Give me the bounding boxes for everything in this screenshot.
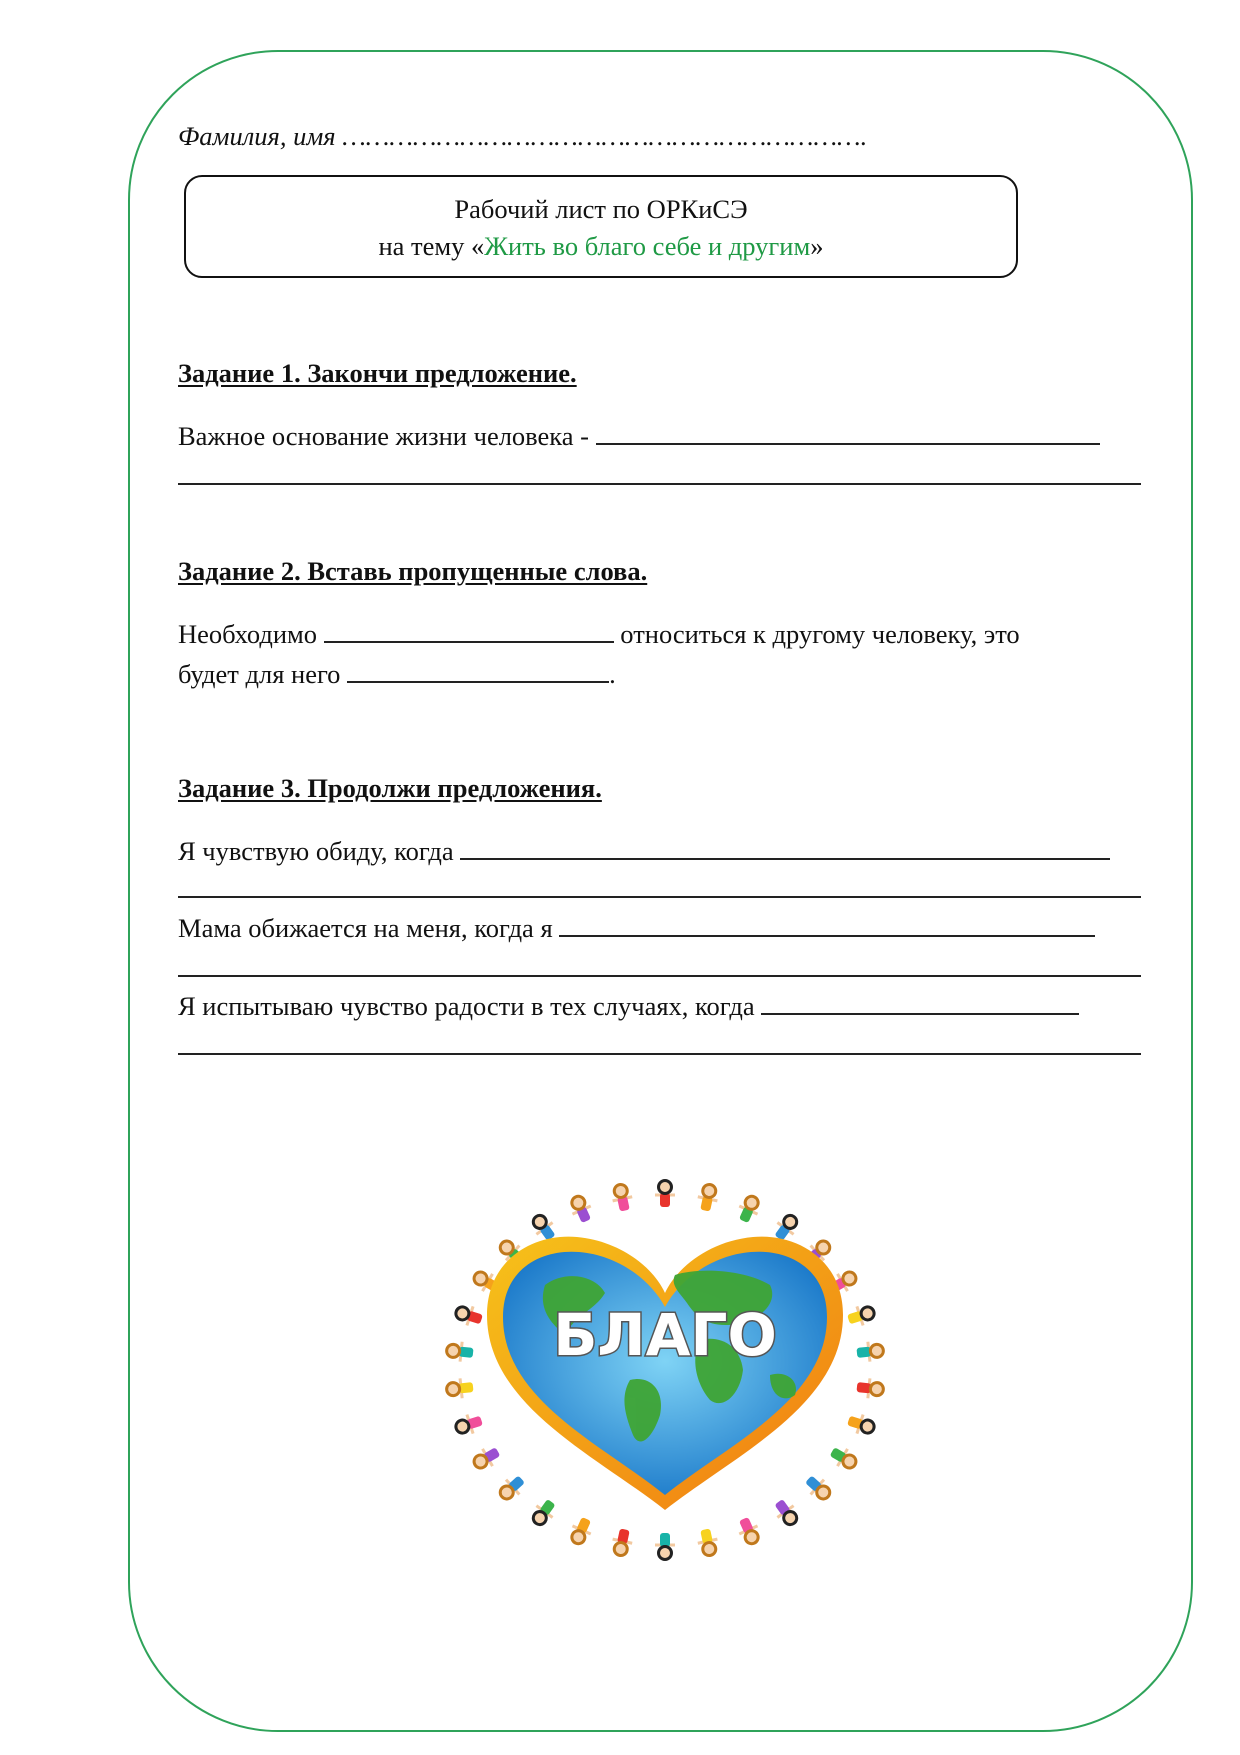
- task3-sentence3-line: [178, 987, 1079, 1022]
- task3-answer3-blank[interactable]: [761, 987, 1079, 1015]
- child-figure: [567, 1515, 596, 1547]
- child-figure: [845, 1411, 876, 1438]
- child-figure: [470, 1443, 503, 1474]
- child-figure: [567, 1193, 596, 1225]
- child-figure: [695, 1183, 720, 1213]
- name-dots: ………………………………………………………….: [342, 121, 868, 151]
- child-figure: [845, 1302, 876, 1329]
- task2-line2: [178, 655, 616, 690]
- worksheet-topic-line: [186, 228, 1016, 265]
- child-figure: [655, 1533, 675, 1560]
- worksheet-topic: Жить во благо себе и другим: [484, 231, 811, 261]
- topic-suffix: »: [810, 231, 824, 261]
- task2-part3: будет для него: [178, 659, 341, 689]
- worksheet-title-box: [184, 175, 1018, 278]
- child-figure: [802, 1472, 835, 1505]
- task3-sentence2: Мама обижается на меня, когда я: [178, 913, 553, 943]
- task3-heading: Задание 3. Продолжи предложения.: [178, 773, 602, 803]
- child-figure: [695, 1527, 720, 1557]
- name-field-line[interactable]: [178, 120, 867, 152]
- logo-text: БЛАГО: [553, 1301, 777, 1369]
- task1-answer-line[interactable]: [178, 483, 1141, 485]
- task3-sentence1-line: [178, 832, 1110, 867]
- child-figure: [856, 1377, 884, 1400]
- child-figure: [453, 1411, 484, 1438]
- worksheet-title: Рабочий лист по ОРКиСЭ: [454, 194, 748, 224]
- task3-sentence1: Я чувствую обиду, когда: [178, 836, 454, 866]
- task2-part4: .: [609, 659, 616, 689]
- child-figure: [610, 1527, 635, 1557]
- child-figure: [528, 1496, 560, 1529]
- name-label: Фамилия, имя: [178, 121, 336, 151]
- heart-globe-children-icon: [425, 1175, 905, 1575]
- child-figure: [446, 1377, 474, 1400]
- task3-answer1-line[interactable]: [178, 896, 1141, 898]
- task3-sentence2-line: [178, 909, 1095, 944]
- task3-answer2-blank[interactable]: [559, 909, 1095, 937]
- topic-prefix: на тему «: [378, 231, 485, 261]
- task2-line1: [178, 615, 1020, 650]
- task2-part1: Необходимо: [178, 619, 318, 649]
- task3-answer3-line[interactable]: [178, 1053, 1141, 1055]
- task2-part2: относиться к другому человеку, это: [620, 619, 1020, 649]
- child-figure: [446, 1340, 474, 1363]
- task2-blank1[interactable]: [324, 615, 614, 643]
- child-figure: [734, 1193, 763, 1225]
- child-figure: [495, 1472, 528, 1505]
- child-figure: [655, 1181, 675, 1208]
- task1-answer-blank[interactable]: [596, 417, 1100, 445]
- task1-sentence-line: [178, 417, 1100, 452]
- child-figure: [827, 1443, 860, 1474]
- task1-heading: Задание 1. Закончи предложение.: [178, 358, 577, 388]
- task2-heading: Задание 2. Вставь пропущенные слова.: [178, 556, 648, 586]
- child-figure: [856, 1340, 884, 1363]
- child-figure: [610, 1183, 635, 1213]
- task3-answer2-line[interactable]: [178, 975, 1141, 977]
- child-figure: [453, 1302, 484, 1329]
- task3-answer1-blank[interactable]: [460, 832, 1110, 860]
- child-figure: [734, 1515, 763, 1547]
- task3-sentence3: Я испытываю чувство радости в тех случаях, когда: [178, 991, 755, 1021]
- task2-blank2[interactable]: [347, 655, 609, 683]
- child-figure: [770, 1496, 802, 1529]
- task1-sentence: Важное основание жизни человека -: [178, 421, 589, 451]
